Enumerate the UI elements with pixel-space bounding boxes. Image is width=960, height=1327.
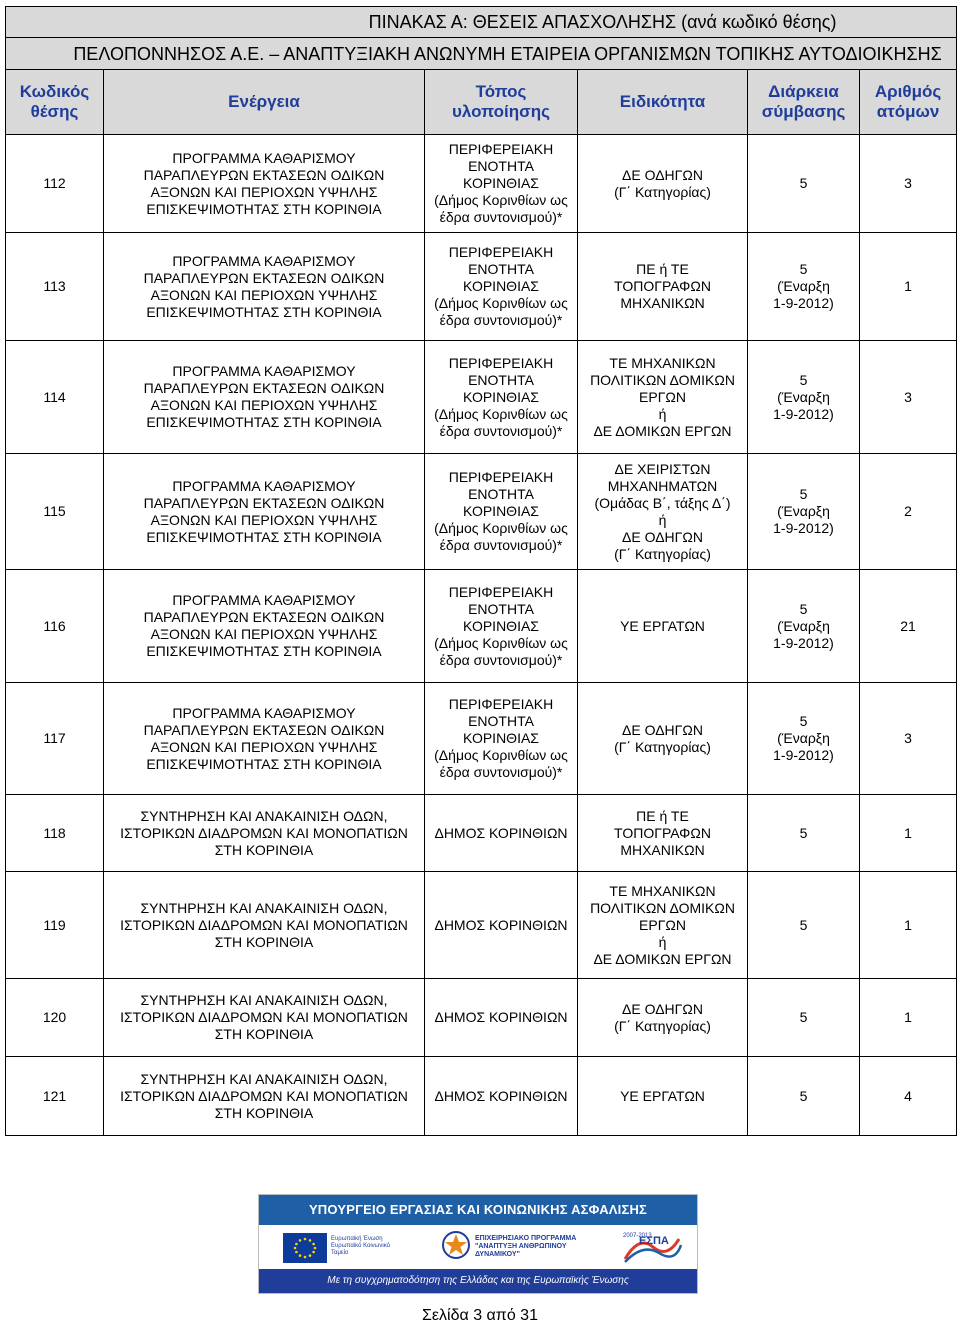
activity-cell-line: ΙΣΤΟΡΙΚΩΝ ΔΙΑΔΡΟΜΩΝ ΚΑΙ ΜΟΝΟΠΑΤΙΩΝ — [120, 1009, 408, 1025]
location-cell-line: έδρα συντονισμού)* — [439, 764, 563, 780]
position-code: 113 — [6, 233, 104, 341]
specialty-cell-line: ΔΕ ΟΔΗΓΩΝ — [622, 528, 703, 545]
duration-cell-line: (Έναρξη — [777, 503, 830, 519]
location-cell-line: ΚΟΡΙΝΘΙΑΣ — [463, 503, 539, 519]
espa-label: ΕΣΠΑ — [639, 1235, 669, 1247]
persons-count: 1 — [860, 872, 957, 979]
specialty-cell — [578, 979, 748, 1057]
activity-cell-line: ΑΞΟΝΩΝ ΚΑΙ ΠΕΡΙΟΧΩΝ ΥΨΗΛΗΣ — [150, 183, 378, 200]
location-cell — [425, 795, 578, 872]
persons-count: 2 — [860, 454, 957, 570]
specialty-cell-line: ΔΕ ΔΟΜΙΚΩΝ ΕΡΓΩΝ — [593, 950, 732, 967]
activity-cell-line: ΠΑΡΑΠΛΕΥΡΩΝ ΕΚΤΑΣΕΩΝ ΟΔΙΚΩΝ — [143, 721, 385, 738]
persons-count: 21 — [860, 570, 957, 683]
position-code: 114 — [6, 341, 104, 454]
activity-cell — [104, 795, 425, 872]
location-cell-line: ΔΗΜΟΣ ΚΟΡΙΝΘΙΩΝ — [434, 1087, 568, 1104]
header-location-line: υλοποίησης — [452, 102, 550, 121]
duration-cell-line: (Έναρξη — [777, 278, 830, 294]
activity-cell-line: ΣΥΝΤΗΡΗΣΗ ΚΑΙ ΑΝΑΚΑΙΝΙΣΗ ΟΔΩΝ, — [140, 1070, 388, 1087]
header-location-line: Τόπος — [475, 82, 527, 101]
header-activity — [104, 70, 425, 135]
location-cell-line: ΔΗΜΟΣ ΚΟΡΙΝΘΙΩΝ — [434, 916, 568, 933]
activity-cell-line: ΣΤΗ ΚΟΡΙΝΘΙΑ — [214, 933, 314, 950]
location-cell-line: ΚΟΡΙΝΘΙΑΣ — [463, 730, 539, 746]
location-cell-line: ΔΗΜΟΣ ΚΟΡΙΝΘΙΩΝ — [434, 824, 568, 841]
duration-cell-line: 5 — [799, 371, 808, 388]
location-cell-line: ΕΝΟΤΗΤΑ — [468, 713, 534, 729]
position-code: 118 — [6, 795, 104, 872]
location-cell-line: έδρα συντονισμού)* — [439, 312, 563, 328]
specialty-cell-line: ΥΕ ΕΡΓΑΤΩΝ — [620, 617, 705, 634]
specialty-cell-line: ΜΗΧΑΝΙΚΩΝ — [620, 295, 705, 311]
header-specialty-line: Ειδικότητα — [619, 92, 706, 111]
persons-count: 1 — [860, 979, 957, 1057]
duration-cell-line: 5 — [799, 175, 808, 191]
specialty-cell-line: (Γ΄ Κατηγορίας) — [614, 545, 711, 562]
table-row — [6, 233, 957, 341]
ministry-band: ΥΠΟΥΡΓΕΙΟ ΕΡΓΑΣΙΑΣ ΚΑΙ ΚΟΙΝΩΝΙΚΗΣ ΑΣΦΑΛΙΣΗΣ — [259, 1195, 697, 1225]
position-code: 112 — [6, 135, 104, 233]
table-row — [6, 872, 957, 979]
location-cell-line: έδρα συντονισμού)* — [439, 537, 563, 553]
program-line: ΕΠΙΧΕΙΡΗΣΙΑΚΟ ΠΡΟΓΡΑΜΜΑ — [475, 1235, 577, 1242]
funding-banner — [258, 1194, 698, 1294]
specialty-cell — [578, 683, 748, 795]
table-row — [6, 454, 957, 570]
duration-cell — [748, 454, 860, 570]
activity-cell-line: ΑΞΟΝΩΝ ΚΑΙ ΠΕΡΙΟΧΩΝ ΥΨΗΛΗΣ — [150, 511, 378, 528]
header-row — [6, 70, 957, 135]
duration-cell — [748, 872, 860, 979]
program-text — [475, 1235, 595, 1259]
location-cell-line: ΕΝΟΤΗΤΑ — [468, 486, 534, 502]
specialty-cell-line: ΠΟΛΙΤΙΚΩΝ ΔΟΜΙΚΩΝ — [590, 899, 735, 916]
activity-cell — [104, 135, 425, 233]
table-row — [6, 1057, 957, 1136]
eu-fund-text: Ευρωπαϊκή Ένωση Ευρωπαϊκό Κοινωνικό Ταμείο — [331, 1236, 390, 1256]
location-cell — [425, 979, 578, 1057]
activity-cell-line: ΕΠΙΣΚΕΨΙΜΟΤΗΤΑΣ ΣΤΗ ΚΟΡΙΝΘΙΑ — [146, 755, 382, 772]
duration-cell-line: 5 — [799, 600, 808, 617]
duration-cell-line: 1-9-2012) — [773, 634, 834, 651]
location-cell-line: (Δήμος Κορινθίων ως — [434, 405, 568, 422]
specialty-cell — [578, 233, 748, 341]
duration-cell-line: 5 — [799, 1087, 808, 1104]
activity-cell-line: ΙΣΤΟΡΙΚΩΝ ΔΙΑΔΡΟΜΩΝ ΚΑΙ ΜΟΝΟΠΑΤΙΩΝ — [120, 916, 408, 933]
duration-cell-line: (Έναρξη — [777, 617, 830, 634]
header-persons — [860, 70, 957, 135]
specialty-cell — [578, 795, 748, 872]
activity-cell-line: ΠΡΟΓΡΑΜΜΑ ΚΑΘΑΡΙΣΜΟΥ — [172, 477, 356, 494]
persons-count: 1 — [860, 795, 957, 872]
activity-cell-line: ΑΞΟΝΩΝ ΚΑΙ ΠΕΡΙΟΧΩΝ ΥΨΗΛΗΣ — [150, 286, 378, 303]
location-cell-line: ΠΕΡΙΦΕΡΕΙΑΚΗ — [448, 469, 554, 485]
specialty-cell-line: (Γ΄ Κατηγορίας) — [614, 738, 711, 755]
activity-cell-line: ΕΠΙΣΚΕΨΙΜΟΤΗΤΑΣ ΣΤΗ ΚΟΡΙΝΘΙΑ — [146, 643, 382, 659]
location-cell-line: ΕΝΟΤΗΤΑ — [468, 600, 534, 617]
activity-cell — [104, 1057, 425, 1136]
organization-row — [6, 38, 957, 70]
position-code: 117 — [6, 683, 104, 795]
duration-cell-line: (Έναρξη — [777, 388, 830, 405]
specialty-cell-line: (Γ΄ Κατηγορίας) — [614, 183, 711, 200]
activity-cell — [104, 979, 425, 1057]
specialty-cell — [578, 341, 748, 454]
activity-cell-line: ΠΑΡΑΠΛΕΥΡΩΝ ΕΚΤΑΣΕΩΝ ΟΔΙΚΩΝ — [143, 380, 385, 396]
duration-cell-line: (Έναρξη — [777, 730, 830, 746]
location-cell-line: ΔΗΜΟΣ ΚΟΡΙΝΘΙΩΝ — [434, 1009, 568, 1025]
document-page — [5, 6, 956, 1136]
specialty-cell — [578, 570, 748, 683]
logo-strip — [259, 1225, 697, 1269]
activity-cell-line: ΠΑΡΑΠΛΕΥΡΩΝ ΕΚΤΑΣΕΩΝ ΟΔΙΚΩΝ — [143, 609, 385, 625]
activity-cell — [104, 570, 425, 683]
activity-cell-line: ΣΥΝΤΗΡΗΣΗ ΚΑΙ ΑΝΑΚΑΙΝΙΣΗ ΟΔΩΝ, — [140, 992, 388, 1008]
location-cell — [425, 1057, 578, 1136]
activity-cell-line: ΕΠΙΣΚΕΨΙΜΟΤΗΤΑΣ ΣΤΗ ΚΟΡΙΝΘΙΑ — [146, 200, 382, 217]
duration-cell-line: 5 — [799, 486, 808, 502]
header-duration-line: σύμβασης — [761, 102, 846, 121]
location-cell — [425, 570, 578, 683]
table-row — [6, 341, 957, 454]
table-title-row — [6, 7, 957, 38]
location-cell-line: ΠΕΡΙΦΕΡΕΙΑΚΗ — [448, 141, 554, 157]
location-cell — [425, 233, 578, 341]
specialty-cell-line: ΜΗΧΑΝΗΜΑΤΩΝ — [607, 477, 718, 494]
table-row — [6, 135, 957, 233]
activity-cell-line: ΑΞΟΝΩΝ ΚΑΙ ΠΕΡΙΟΧΩΝ ΥΨΗΛΗΣ — [150, 738, 378, 755]
specialty-cell-line: (Ομάδας Β΄, τάξης Δ΄) — [594, 494, 731, 511]
specialty-cell — [578, 135, 748, 233]
table-row — [6, 795, 957, 872]
location-cell-line: ΚΟΡΙΝΘΙΑΣ — [463, 617, 539, 634]
specialty-cell — [578, 872, 748, 979]
activity-cell-line: ΠΡΟΓΡΑΜΜΑ ΚΑΘΑΡΙΣΜΟΥ — [172, 592, 356, 608]
location-cell-line: ΚΟΡΙΝΘΙΑΣ — [463, 388, 539, 405]
position-code: 120 — [6, 979, 104, 1057]
activity-cell-line: ΙΣΤΟΡΙΚΩΝ ΔΙΑΔΡΟΜΩΝ ΚΑΙ ΜΟΝΟΠΑΤΙΩΝ — [120, 824, 408, 841]
location-cell — [425, 454, 578, 570]
specialty-cell-line: ΠΕ ή ΤΕ — [636, 261, 689, 277]
activity-cell-line: ΕΠΙΣΚΕΨΙΜΟΤΗΤΑΣ ΣΤΗ ΚΟΡΙΝΘΙΑ — [146, 303, 382, 320]
specialty-cell-line: ΔΕ ΟΔΗΓΩΝ — [622, 166, 703, 183]
location-cell — [425, 683, 578, 795]
activity-cell-line: ΑΞΟΝΩΝ ΚΑΙ ΠΕΡΙΟΧΩΝ ΥΨΗΛΗΣ — [150, 626, 378, 642]
cofunding-note: Με τη συγχρηματοδότηση της Ελλάδας και της Ευρωπαϊκής Ένωσης — [259, 1269, 697, 1293]
activity-cell-line: ΠΑΡΑΠΛΕΥΡΩΝ ΕΚΤΑΣΕΩΝ ΟΔΙΚΩΝ — [143, 166, 385, 183]
location-cell-line: ΕΝΟΤΗΤΑ — [468, 261, 534, 277]
organization-name: ΠΕΛΟΠΟΝΝΗΣΟΣ Α.Ε. – ΑΝΑΠΤΥΞΙΑΚΗ ΑΝΩΝΥΜΗ ΕΤΑΙΡΕΙΑ ΟΡΓΑΝΙΣΜΩΝ ΤΟΠΙΚΗΣ ΑΥΤΟΔΙΟΙΚΗΣΗΣ — [6, 38, 957, 70]
location-cell-line: ΚΟΡΙΝΘΙΑΣ — [463, 278, 539, 294]
activity-cell — [104, 454, 425, 570]
duration-cell — [748, 135, 860, 233]
location-cell-line: ΕΝΟΤΗΤΑ — [468, 371, 534, 388]
duration-cell-line: 5 — [799, 1009, 808, 1025]
activity-cell-line: ΕΠΙΣΚΕΨΙΜΟΤΗΤΑΣ ΣΤΗ ΚΟΡΙΝΘΙΑ — [146, 414, 382, 430]
activity-cell-line: ΕΠΙΣΚΕΨΙΜΟΤΗΤΑΣ ΣΤΗ ΚΟΡΙΝΘΙΑ — [146, 528, 382, 545]
specialty-cell-line: ΔΕ ΟΔΗΓΩΝ — [622, 721, 703, 738]
position-code: 121 — [6, 1057, 104, 1136]
table-row — [6, 979, 957, 1057]
position-code: 119 — [6, 872, 104, 979]
duration-cell — [748, 570, 860, 683]
specialty-cell-line: ΕΡΓΩΝ — [639, 916, 686, 933]
specialty-cell-line: ΤΕ ΜΗΧΑΝΙΚΩΝ — [609, 882, 716, 899]
location-cell-line: ΚΟΡΙΝΘΙΑΣ — [463, 175, 539, 191]
activity-cell-line: ΠΡΟΓΡΑΜΜΑ ΚΑΘΑΡΙΣΜΟΥ — [172, 704, 356, 721]
specialty-cell-line: ΤΟΠΟΓΡΑΦΩΝ — [614, 824, 711, 841]
specialty-cell-line: ΤΕ ΜΗΧΑΝΙΚΩΝ — [609, 354, 716, 371]
persons-count: 3 — [860, 341, 957, 454]
header-specialty — [578, 70, 748, 135]
specialty-cell-line: ΜΗΧΑΝΙΚΩΝ — [620, 841, 705, 858]
duration-cell-line: 1-9-2012) — [773, 295, 834, 311]
header-activity-line: Ενέργεια — [228, 92, 300, 111]
activity-cell-line: ΣΥΝΤΗΡΗΣΗ ΚΑΙ ΑΝΑΚΑΙΝΙΣΗ ΟΔΩΝ, — [140, 899, 388, 916]
header-code — [6, 70, 104, 135]
duration-cell-line: 5 — [799, 713, 808, 729]
table-row — [6, 683, 957, 795]
header-persons-line: Αριθμός — [874, 82, 942, 101]
specialty-cell-line: ΔΕ ΟΔΗΓΩΝ — [622, 1000, 703, 1017]
location-cell-line: (Δήμος Κορινθίων ως — [434, 634, 568, 651]
header-code-line: θέσης — [30, 102, 79, 121]
eu-flag-icon — [283, 1233, 327, 1263]
activity-cell-line: ΣΤΗ ΚΟΡΙΝΘΙΑ — [214, 841, 314, 858]
activity-cell — [104, 683, 425, 795]
duration-cell-line: 5 — [799, 824, 808, 841]
persons-count: 1 — [860, 233, 957, 341]
specialty-cell — [578, 1057, 748, 1136]
espa-logo — [619, 1229, 683, 1265]
location-cell-line: (Δήμος Κορινθίων ως — [434, 747, 568, 763]
persons-count: 3 — [860, 683, 957, 795]
specialty-cell-line: ΠΟΛΙΤΙΚΩΝ ΔΟΜΙΚΩΝ — [590, 371, 735, 388]
specialty-cell-line: ή — [658, 405, 667, 422]
location-cell-line: ΠΕΡΙΦΕΡΕΙΑΚΗ — [448, 354, 554, 371]
page-number: Σελίδα 3 από 31 — [422, 1307, 538, 1324]
activity-cell — [104, 872, 425, 979]
specialty-cell-line: ΔΕ ΧΕΙΡΙΣΤΩΝ — [614, 460, 711, 477]
table-title: ΠΙΝΑΚΑΣ Α: ΘΕΣΕΙΣ ΑΠΑΣΧΟΛΗΣΗΣ (ανά κωδικό θέσης) — [6, 7, 957, 38]
specialty-cell-line: ΠΕ ή ΤΕ — [636, 807, 689, 824]
duration-cell — [748, 1057, 860, 1136]
duration-cell — [748, 233, 860, 341]
duration-cell — [748, 683, 860, 795]
location-cell-line: ΠΕΡΙΦΕΡΕΙΑΚΗ — [448, 244, 554, 260]
activity-cell-line: ΠΡΟΓΡΑΜΜΑ ΚΑΘΑΡΙΣΜΟΥ — [172, 252, 356, 269]
header-location — [425, 70, 578, 135]
location-cell — [425, 872, 578, 979]
header-persons-line: ατόμων — [876, 102, 940, 121]
specialty-cell-line: ΤΟΠΟΓΡΑΦΩΝ — [614, 278, 711, 294]
specialty-cell-line: ΥΕ ΕΡΓΑΤΩΝ — [620, 1087, 705, 1104]
duration-cell-line: 5 — [799, 261, 808, 277]
specialty-cell-line: ΕΡΓΩΝ — [639, 388, 686, 405]
activity-cell-line: ΠΑΡΑΠΛΕΥΡΩΝ ΕΚΤΑΣΕΩΝ ΟΔΙΚΩΝ — [143, 269, 385, 286]
position-code: 116 — [6, 570, 104, 683]
header-duration-line: Διάρκεια — [768, 82, 839, 101]
location-cell-line: ΕΝΟΤΗΤΑ — [468, 158, 534, 174]
persons-count: 3 — [860, 135, 957, 233]
position-code: 115 — [6, 454, 104, 570]
duration-cell — [748, 979, 860, 1057]
location-cell-line: έδρα συντονισμού)* — [439, 422, 563, 439]
location-cell-line: έδρα συντονισμού)* — [439, 209, 563, 225]
activity-cell-line: ΑΞΟΝΩΝ ΚΑΙ ΠΕΡΙΟΧΩΝ ΥΨΗΛΗΣ — [150, 397, 378, 413]
location-cell-line: ΠΕΡΙΦΕΡΕΙΑΚΗ — [448, 583, 554, 600]
activity-cell-line: ΙΣΤΟΡΙΚΩΝ ΔΙΑΔΡΟΜΩΝ ΚΑΙ ΜΟΝΟΠΑΤΙΩΝ — [120, 1087, 408, 1104]
program-star-icon — [441, 1230, 471, 1260]
location-cell-line: (Δήμος Κορινθίων ως — [434, 192, 568, 208]
persons-count: 4 — [860, 1057, 957, 1136]
espa-years: 2007-2013 — [623, 1233, 652, 1239]
activity-cell-line: ΣΤΗ ΚΟΡΙΝΘΙΑ — [214, 1104, 314, 1121]
location-cell — [425, 341, 578, 454]
header-code-line: Κωδικός — [19, 82, 90, 101]
positions-table — [5, 6, 957, 1136]
specialty-cell-line: ή — [658, 933, 667, 950]
duration-cell-line: 5 — [799, 916, 808, 933]
activity-cell — [104, 341, 425, 454]
location-cell-line: (Δήμος Κορινθίων ως — [434, 520, 568, 536]
duration-cell — [748, 341, 860, 454]
duration-cell-line: 1-9-2012) — [773, 405, 834, 422]
location-cell — [425, 135, 578, 233]
activity-cell-line: ΣΥΝΤΗΡΗΣΗ ΚΑΙ ΑΝΑΚΑΙΝΙΣΗ ΟΔΩΝ, — [140, 807, 388, 824]
activity-cell-line: ΠΑΡΑΠΛΕΥΡΩΝ ΕΚΤΑΣΕΩΝ ΟΔΙΚΩΝ — [143, 494, 385, 511]
duration-cell — [748, 795, 860, 872]
program-line: "ΑΝΑΠΤΥΞΗ ΑΝΘΡΩΠΙΝΟΥ ΔΥΝΑΜΙΚΟΥ" — [475, 1243, 567, 1258]
specialty-cell-line: ή — [658, 511, 667, 528]
activity-cell-line: ΠΡΟΓΡΑΜΜΑ ΚΑΘΑΡΙΣΜΟΥ — [172, 149, 356, 166]
location-cell-line: έδρα συντονισμού)* — [439, 651, 563, 668]
specialty-cell-line: ΔΕ ΔΟΜΙΚΩΝ ΕΡΓΩΝ — [593, 422, 732, 439]
specialty-cell-line: (Γ΄ Κατηγορίας) — [614, 1017, 711, 1034]
activity-cell-line: ΠΡΟΓΡΑΜΜΑ ΚΑΘΑΡΙΣΜΟΥ — [172, 363, 356, 379]
specialty-cell — [578, 454, 748, 570]
header-duration — [748, 70, 860, 135]
activity-cell-line: ΣΤΗ ΚΟΡΙΝΘΙΑ — [214, 1026, 314, 1042]
location-cell-line: ΠΕΡΙΦΕΡΕΙΑΚΗ — [448, 696, 554, 712]
table-row — [6, 570, 957, 683]
duration-cell-line: 1-9-2012) — [773, 747, 834, 763]
location-cell-line: (Δήμος Κορινθίων ως — [434, 295, 568, 311]
duration-cell-line: 1-9-2012) — [773, 520, 834, 536]
activity-cell — [104, 233, 425, 341]
